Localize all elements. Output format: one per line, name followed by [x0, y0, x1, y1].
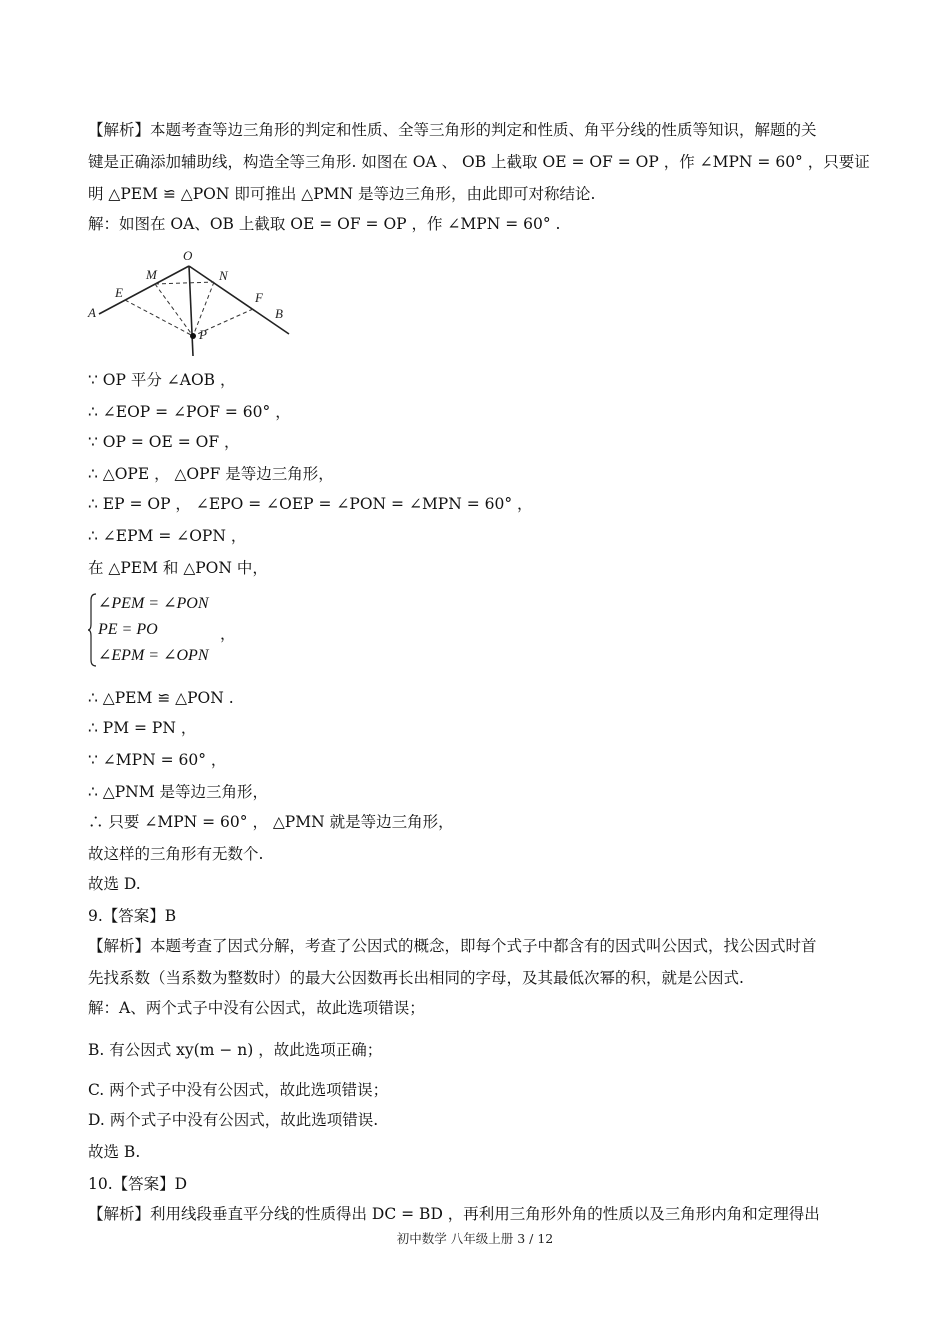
label-F: F	[255, 290, 263, 305]
text-line: ∵ ∠MPN = 60° ，	[88, 751, 227, 769]
label-O: O	[183, 248, 193, 263]
bisector-OP	[189, 266, 193, 356]
text-line: 故选 D.	[88, 875, 141, 893]
text-line: 解：如图在 OA、OB 上截取 OE = OF = OP ，作 ∠MPN = 60° .	[88, 215, 561, 233]
system-row: ∠PEM = ∠PON	[98, 595, 209, 612]
text-line: ∵ OP 平分 ∠AOB ，	[88, 371, 236, 389]
text-line: 【解析】本题考查了因式分解，考查了公因式的概念，即每个式子中都含有的因式叫公因式，找公因式时首	[88, 937, 817, 955]
text-line: 故这样的三角形有无数个.	[88, 845, 264, 863]
text-line: ∴ 只要 ∠MPN = 60° ， △PMN 就是等边三角形，	[88, 813, 454, 831]
label-M: M	[146, 267, 157, 282]
ray-OA	[99, 266, 189, 314]
label-E: E	[115, 285, 123, 300]
text-line: 先找系数（当系数为整数时）的最大公因数再长出相同的字母，及其最低次幂的积，就是公因式.	[88, 969, 744, 987]
text-line: 键是正确添加辅助线，构造全等三角形. 如图在 OA 、 OB 上截取 OE = OF = OP ，作 ∠MPN = 60° ，只要证	[88, 153, 870, 171]
ray-OB	[189, 266, 289, 334]
question-answer: 9.【答案】B	[88, 907, 177, 925]
question-answer: 10.【答案】D	[88, 1175, 188, 1193]
page-footer: 初中数学 八年级上册 3 / 12	[396, 1231, 554, 1246]
text-line: ∴ △PNM 是等边三角形，	[88, 783, 268, 801]
text-line: ∴ ∠EOP = ∠POF = 60° ，	[88, 403, 291, 421]
label-P: P	[199, 327, 207, 342]
label-N: N	[219, 268, 228, 283]
text-line: 解：A、两个式子中没有公因式，故此选项错误；	[88, 999, 425, 1017]
text-line: 在 △PEM 和 △PON 中，	[88, 559, 268, 577]
label-A: A	[88, 305, 96, 320]
text-line: C. 两个式子中没有公因式，故此选项错误；	[88, 1081, 389, 1099]
text-line: ∴ △OPE ， △OPF 是等边三角形，	[88, 465, 334, 483]
text-line: ∴ ∠EPM = ∠OPN ，	[88, 527, 247, 545]
system-row: ∠EPM = ∠OPN	[98, 647, 209, 664]
geometry-figure	[85, 246, 297, 360]
text-line: D. 两个式子中没有公因式，故此选项错误.	[88, 1111, 379, 1129]
label-B: B	[275, 306, 283, 321]
system-row: PE = PO	[98, 621, 158, 638]
text-line: B. 有公因式 xy(m − n) ，故此选项正确；	[88, 1041, 383, 1059]
system-comma: ，	[220, 625, 236, 643]
text-line: ∴ PM = PN ，	[88, 719, 197, 737]
text-line: ∴ △PEM ≌ △PON .	[88, 689, 234, 707]
text-line: ∵ OP = OE = OF ，	[88, 433, 240, 451]
text-line: 【解析】本题考查等边三角形的判定和性质、全等三角形的判定和性质、角平分线的性质等知识，解题的关	[88, 121, 817, 139]
left-brace	[88, 592, 98, 668]
text-line: 明 △PEM ≌ △PON 即可推出 △PMN 是等边三角形，由此即可对称结论.	[88, 185, 596, 203]
text-line: 【解析】利用线段垂直平分线的性质得出 DC = BD ，再利用三角形外角的性质以及三角形内角和定理得出	[88, 1205, 820, 1223]
text-line: ∴ EP = OP ， ∠EPO = ∠OEP = ∠PON = ∠MPN = 60° ，	[88, 495, 533, 513]
text-line: 故选 B.	[88, 1143, 141, 1161]
